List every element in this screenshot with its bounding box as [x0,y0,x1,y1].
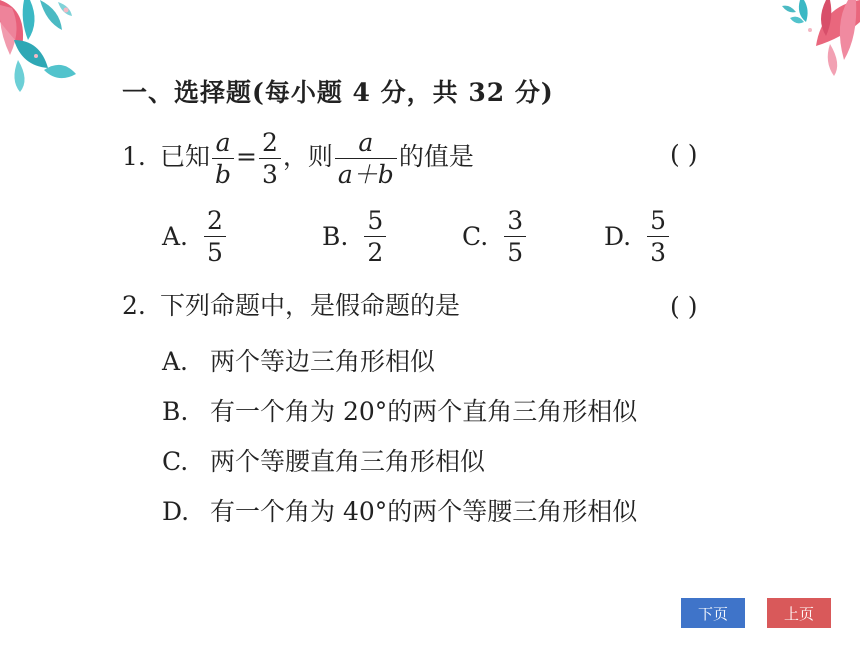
question-text: 的值是 [398,142,474,171]
fraction-two-thirds: $\frac{2}{3}$ [259,130,281,187]
option-label: A. [162,347,189,376]
leaf-decoration-top-left [0,0,110,95]
answer-blank: ( ) [670,292,698,321]
fraction-a-over-a-plus-b: $\frac{a}{a+b}$ [335,130,397,187]
option-fraction: $\frac{5}{2}$ [364,208,386,265]
answer-blank: ( ) [670,140,698,169]
question-text: ，则 [282,142,333,171]
option-fraction: $\frac{3}{5}$ [504,208,526,265]
option-text: 两个等边三角形相似 [210,347,436,376]
option-label: C. [162,447,189,476]
option-a [162,342,435,378]
option-label: A. [162,222,189,251]
question-number: 2. [122,291,146,320]
next-page-button[interactable]: 下页 [681,598,745,628]
option-b [322,208,388,265]
prev-page-button[interactable]: 上页 [767,598,831,628]
section-title: 一、选择题(每小题 4 分，共 32 分) [122,78,554,107]
option-label: C. [462,222,489,251]
option-fraction: $\frac{5}{3}$ [647,208,669,265]
option-a [162,208,228,265]
option-c [162,442,485,478]
option-d [162,492,637,528]
question-text: 下列命题中，是假命题的是 [160,291,461,320]
option-fraction: $\frac{2}{5}$ [204,208,226,265]
question-2 [122,290,460,322]
option-b [162,392,637,428]
question-text: 已知 [160,142,211,171]
leaf-decoration-top-right [730,0,860,80]
option-text: 两个等腰直角三角形相似 [210,447,486,476]
option-text: 有一个角为 20°的两个直角三角形相似 [210,397,638,426]
equals-sign: = [236,142,257,171]
option-d [604,208,671,265]
question-number: 1. [122,142,146,171]
option-c [462,208,528,265]
option-label: B. [162,397,189,426]
option-text: 有一个角为 40°的两个等腰三角形相似 [210,497,638,526]
option-label: B. [322,222,349,251]
option-label: D. [162,497,190,526]
option-label: D. [604,222,632,251]
fraction-a-over-b: $\frac{a}{b}$ [212,130,234,187]
question-1 [122,130,474,187]
